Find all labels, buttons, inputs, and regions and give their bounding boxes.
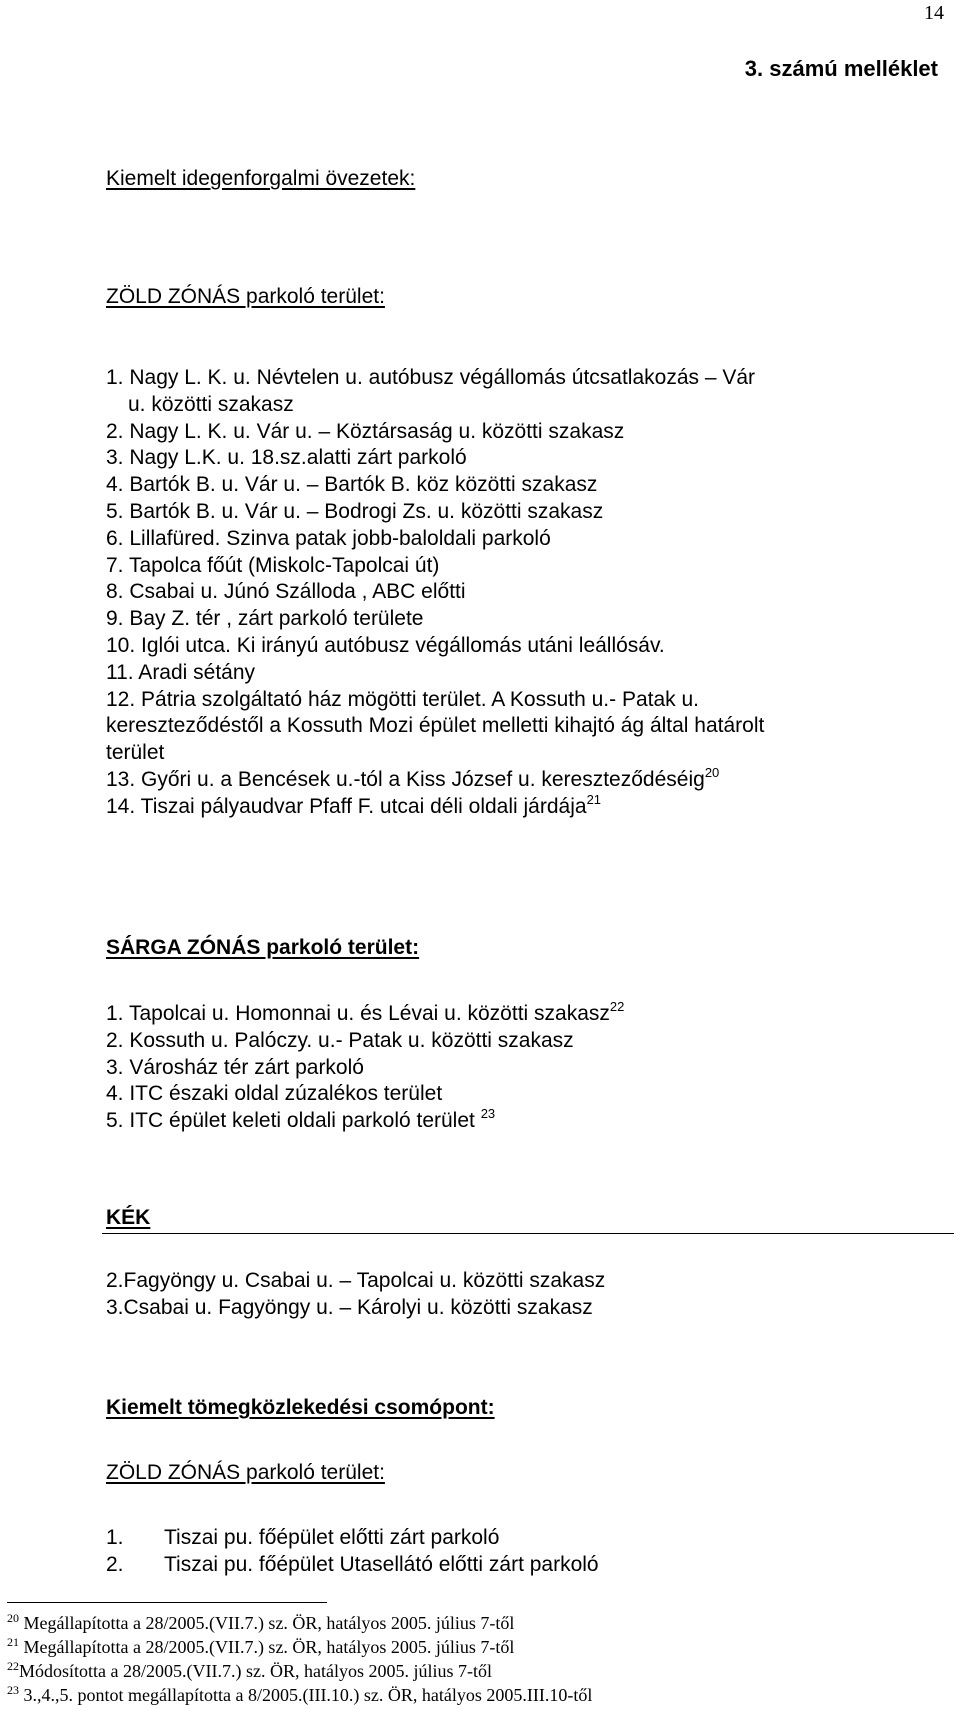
list-item: 14. Tiszai pályaudvar Pfaff F. utcai déli oldali járdája$^{21}$ — [106, 791, 602, 818]
list-item: 1. Nagy L. K. u. Névtelen u. autóbusz végállomás útcsatlakozás – Vár — [106, 366, 756, 389]
list-item: 3. Nagy L.K. u. 18.sz.alatti zárt parkoló — [106, 446, 467, 470]
list-item: 9. Bay Z. tér , zárt parkoló területe — [106, 607, 424, 631]
list-item: 7. Tapolca főút (Miskolc-Tapolcai út) — [106, 553, 440, 577]
list-item: 1. Tapolcai u. Homonnai u. és Lévai u. közötti szakasz$^{22}$ — [106, 999, 625, 1025]
hub-green-zone-heading: ZÖLD ZÓNÁS parkoló terület: — [106, 1461, 385, 1484]
list-item: 2. Nagy L. K. u. Vár u. – Köztársaság u. közötti szakasz — [106, 419, 625, 443]
list-item: 2. Kossuth u. Palóczy. u.- Patak u. közötti szakasz — [106, 1028, 574, 1052]
list-item: 4. Bartók B. u. Vár u. – Bartók B. köz közötti szakasz — [106, 473, 598, 497]
section-heading-tourist-zones: Kiemelt idegenforgalmi övezetek: — [106, 167, 416, 190]
footnotes — [7, 1611, 947, 1707]
list-item: 8. Csabai u. Júnó Szálloda , ABC előtti — [106, 580, 466, 604]
list-item: 4. ITC északi oldal zúzalékos terület — [106, 1082, 443, 1106]
list-item: 6. Lillafüred. Szinva patak jobb-baloldali parkoló — [106, 526, 551, 550]
footnote-ref: 23 — [480, 1106, 496, 1122]
list-item: 10. Iglói utca. Ki irányú autóbusz végállomás utáni leállósáv. — [106, 633, 665, 657]
hub-green-zone-list — [106, 1525, 946, 1579]
list-item: kereszteződéstől a Kossuth Mozi épület melletti kihajtó ág által határolt — [106, 714, 765, 738]
list-item: 3.Csabai u. Fagyöngy u. – Károlyi u. közötti szakasz — [106, 1295, 593, 1319]
footnote: $^{22}$Módosította a 28/2005.(VII.7.) sz. ÖR, hatályos 2005. július 7-től — [7, 1659, 492, 1681]
footnote: $^{23}$ 3.,4.,5. pontot megállapította a 8/2005.(III.10.) sz. ÖR, hatályos 2005.III.10-től — [7, 1683, 593, 1705]
list-item: 3. Városház tér zárt parkoló — [106, 1055, 364, 1079]
list-item: 11. Aradi sétány — [106, 660, 256, 684]
yellow-zone-heading: SÁRGA ZÓNÁS parkoló terület: — [106, 936, 420, 959]
list-item: 12. Pátria szolgáltató ház mögötti terület. A Kossuth u.- Patak u. — [106, 687, 700, 711]
footnote-ref: 20 — [704, 764, 720, 780]
divider — [102, 1233, 954, 1234]
footnote-ref: 22 — [609, 999, 625, 1014]
footnote: $^{21}$ Megállapította a 28/2005.(VII.7.) sz. ÖR, hatályos 2005. július 7-től — [7, 1635, 515, 1657]
footnote-ref: 21 — [586, 791, 602, 807]
green-zone-heading: ZÖLD ZÓNÁS parkoló terület: — [106, 285, 385, 308]
list-item: 2.Fagyöngy u. Csabai u. – Tapolcai u. közötti szakasz — [106, 1269, 606, 1292]
green-zone-list — [106, 365, 946, 821]
list-item: u. közötti szakasz — [128, 392, 294, 416]
section-heading-transport-hub: Kiemelt tömegközlekedési csomópont: — [106, 1396, 495, 1419]
list-item: 5. ITC épület keleti oldali parkoló terület $^{23}$ — [106, 1106, 496, 1133]
annex-title: 3. számú melléklet — [744, 56, 938, 81]
blue-zone-list — [106, 1268, 946, 1322]
list-item: 2. Tiszai pu. főépület Utasellátó előtti zárt parkoló — [106, 1552, 599, 1576]
yellow-zone-list — [106, 1001, 946, 1135]
list-item: 1. Tiszai pu. főépület előtti zárt parkoló — [106, 1526, 500, 1549]
list-item: terület — [106, 741, 165, 765]
blue-zone-heading: KÉK — [106, 1206, 151, 1229]
footnote-separator — [7, 1602, 327, 1603]
footnote: $^{20}$ Megállapította a 28/2005.(VII.7.) sz. ÖR, hatályos 2005. július 7-től — [7, 1611, 515, 1633]
list-item: 5. Bartók B. u. Vár u. – Bodrogi Zs. u. közötti szakasz — [106, 499, 604, 523]
page-number: 14 — [924, 2, 944, 24]
list-item: 13. Győri u. a Bencések u.-tól a Kiss József u. kereszteződéséig$^{20}$ — [106, 764, 720, 791]
